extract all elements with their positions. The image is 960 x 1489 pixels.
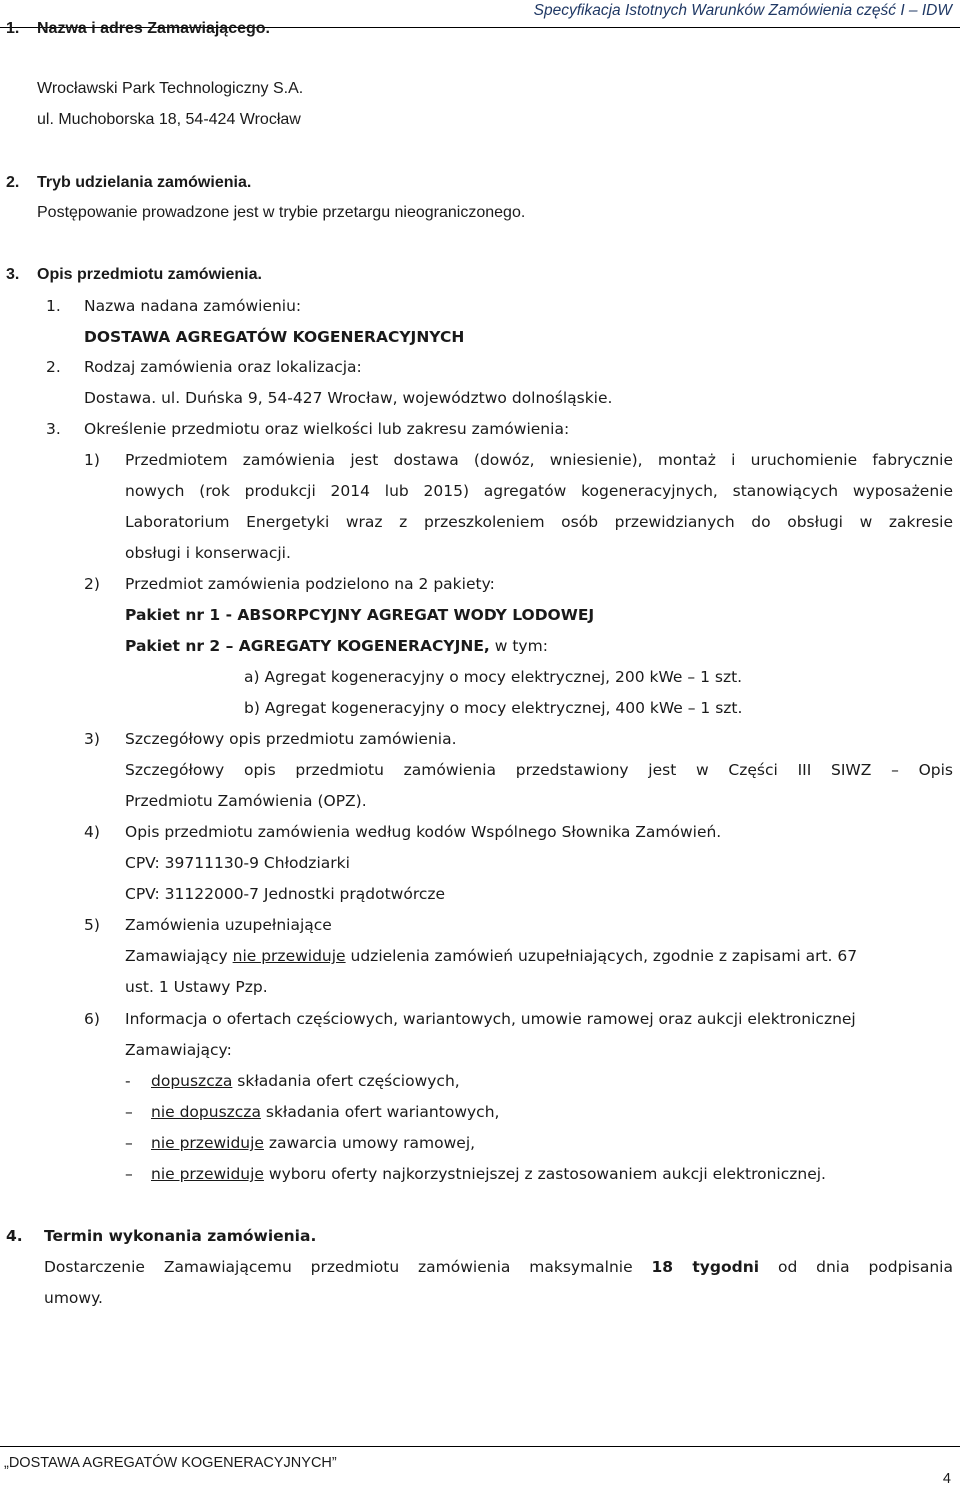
cpv-code-2: CPV: 31122000-7 Jednostki prądotwórcze	[125, 885, 446, 903]
section-2-line-1: Postępowanie prowadzone jest w trybie przetargu nieograniczonego.	[37, 204, 526, 221]
item-3-line-2: Szczegółowy opis przedmiotu zamówienia przedstawiony jest w Części III SIWZ – Opis	[125, 761, 953, 779]
package-2-item-a: a) Agregat kogeneracyjny o mocy elektrycznej, 200 kWe – 1 szt.	[244, 668, 743, 686]
bullet-1-text: składania ofert częściowych,	[232, 1072, 460, 1090]
section-4-text-a: Dostarczenie Zamawiającemu przedmiotu zamówienia maksymalnie	[44, 1258, 652, 1276]
section-1-title: Nazwa i adres Zamawiającego.	[37, 20, 270, 37]
package-2	[125, 637, 548, 655]
item-5-subject: Zamawiający	[125, 947, 233, 965]
point-2-label: Rodzaj zamówienia oraz lokalizacja:	[84, 358, 362, 376]
section-3-title: Opis przedmiotu zamówienia.	[37, 266, 262, 283]
item-5-line-1: Zamówienia uzupełniające	[125, 916, 332, 934]
bullet-1-dash: -	[125, 1072, 131, 1090]
item-2-number: 2)	[84, 575, 100, 593]
item-6-line-1: Informacja o ofertach częściowych, wariantowych, umowie ramowej oraz aukcji elektronicznej	[125, 1010, 856, 1028]
item-1-line-4: obsługi i konserwacji.	[125, 544, 291, 562]
package-1: Pakiet nr 1 - ABSORPCYJNY AGREGAT WODY LODOWEJ	[125, 606, 595, 624]
package-2-item-b: b) Agregat kogeneracyjny o mocy elektrycznej, 400 kWe – 1 szt.	[244, 699, 743, 717]
item-1-line-2: nowych (rok produkcji 2014 lub 2015) agregatów kogeneracyjnych, stanowiących wyposażenie	[125, 482, 953, 500]
package-2-tail: w tym:	[489, 637, 548, 655]
section-1-number: 1.	[6, 20, 20, 37]
bullet-2-text: składania ofert wariantowych,	[260, 1103, 500, 1121]
point-1-value: DOSTAWA AGREGATÓW KOGENERACYJNYCH	[84, 328, 465, 346]
item-1-number: 1)	[84, 451, 100, 469]
footer-rule	[0, 1446, 960, 1447]
item-3-line-1: Szczegółowy opis przedmiotu zamówienia.	[125, 730, 457, 748]
item-4-number: 4)	[84, 823, 100, 841]
point-1-number: 1.	[46, 297, 61, 315]
section-2-title: Tryb udzielania zamówienia.	[37, 174, 252, 191]
footer-title: „DOSTAWA AGREGATÓW KOGENERACYJNYCH”	[4, 1455, 337, 1471]
item-5-line-2	[125, 947, 857, 965]
bullet-4-underlined: nie przewiduje	[151, 1165, 264, 1183]
item-3-number: 3)	[84, 730, 100, 748]
item-2-line-1: Przedmiot zamówienia podzielono na 2 pakiety:	[125, 575, 495, 593]
bullet-3	[151, 1134, 475, 1152]
bullet-4	[151, 1165, 826, 1183]
item-5-underlined: nie przewiduje	[232, 947, 346, 965]
point-2-number: 2.	[46, 358, 61, 376]
section-3-number: 3.	[6, 266, 20, 283]
section-4-line-1	[44, 1258, 953, 1276]
point-3-label: Określenie przedmiotu oraz wielkości lub zakresu zamówienia:	[84, 420, 570, 438]
section-4-number: 4.	[6, 1227, 23, 1245]
bullet-3-text: zawarcia umowy ramowej,	[263, 1134, 476, 1152]
page-number: 4	[942, 1471, 951, 1487]
cpv-code-1: CPV: 39711130-9 Chłodziarki	[125, 854, 350, 872]
item-5-line-3: ust. 1 Ustawy Pzp.	[125, 978, 268, 996]
section-4-duration: 18 tygodni	[651, 1258, 760, 1276]
bullet-3-dash: –	[125, 1134, 133, 1152]
bullet-2-dash: –	[125, 1103, 133, 1121]
section-4-line-2: umowy.	[44, 1289, 103, 1307]
point-1-label: Nazwa nadana zamówieniu:	[84, 297, 302, 315]
section-1-line-1: Wrocławski Park Technologiczny S.A.	[37, 80, 304, 97]
point-3-number: 3.	[46, 420, 61, 438]
section-1-line-2: ul. Muchoborska 18, 54-424 Wrocław	[37, 111, 301, 128]
item-3-line-3: Przedmiotu Zamówienia (OPZ).	[125, 792, 367, 810]
package-2-name: Pakiet nr 2 – AGREGATY KOGENERACYJNE,	[125, 637, 490, 655]
bullet-2	[151, 1103, 499, 1121]
running-header: Specyfikacja Istotnych Warunków Zamówienia część I – IDW	[533, 2, 952, 19]
bullet-4-dash: –	[125, 1165, 133, 1183]
section-4-text-c: od dnia podpisania	[759, 1258, 953, 1276]
section-2-number: 2.	[6, 174, 20, 191]
item-1-line-3: Laboratorium Energetyki wraz z przeszkoleniem osób przewidzianych do obsługi w zakresie	[125, 513, 953, 531]
item-6-number: 6)	[84, 1010, 100, 1028]
item-5-number: 5)	[84, 916, 100, 934]
item-1-line-1: Przedmiotem zamówienia jest dostawa (dowóz, wniesienie), montaż i uruchomienie fabrycznie	[125, 451, 953, 469]
bullet-3-underlined: nie przewiduje	[151, 1134, 264, 1152]
point-2-value: Dostawa. ul. Duńska 9, 54-427 Wrocław, województwo dolnośląskie.	[84, 389, 613, 407]
bullet-2-underlined: nie dopuszcza	[151, 1103, 261, 1121]
bullet-4-text: wyboru oferty najkorzystniejszej z zastosowaniem aukcji elektronicznej.	[263, 1165, 826, 1183]
bullet-1	[151, 1072, 460, 1090]
item-4-line-1: Opis przedmiotu zamówienia według kodów Wspólnego Słownika Zamówień.	[125, 823, 722, 841]
bullet-1-underlined: dopuszcza	[151, 1072, 233, 1090]
section-4-title: Termin wykonania zamówienia.	[44, 1227, 317, 1245]
item-5-rest: udzielenia zamówień uzupełniających, zgodnie z zapisami art. 67	[345, 947, 858, 965]
item-6-line-2: Zamawiający:	[125, 1041, 232, 1059]
